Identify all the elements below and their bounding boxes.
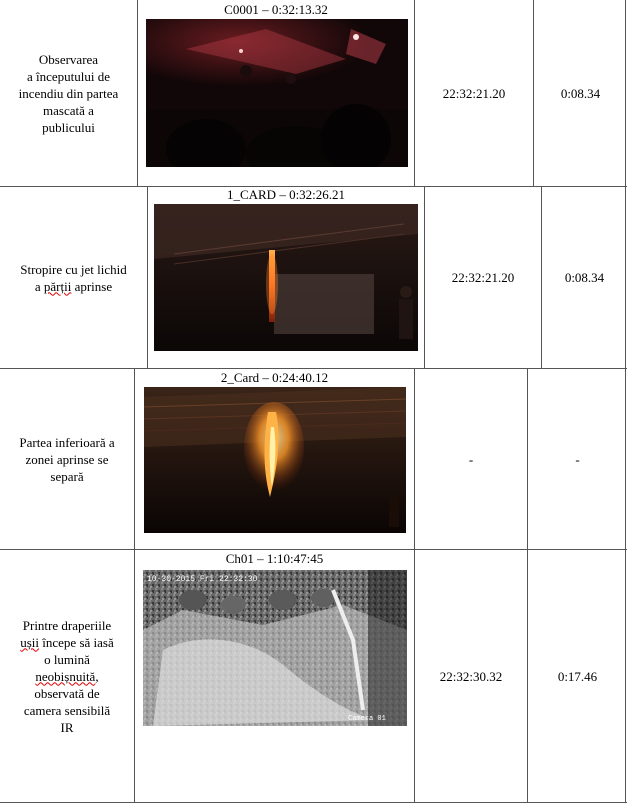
description-line: a părții aprinse — [34, 278, 113, 294]
description-line: neobișnuită, — [35, 668, 99, 684]
description-line: Stropire cu jet lichid — [20, 261, 127, 277]
description-line: incendiu din partea — [18, 85, 119, 101]
ir-camera-frame-photo — [143, 570, 407, 726]
description-line: mascată a — [43, 102, 94, 118]
time-cell: 22:32:21.20 — [442, 85, 506, 101]
delta-cell: - — [575, 451, 580, 467]
description-line: IR — [60, 719, 74, 735]
frame-caption: C0001 – 0:32:13.32 — [224, 2, 328, 17]
description-line: o lumină — [44, 651, 90, 667]
delta-cell: 0:08.34 — [564, 270, 605, 285]
description-line: zonei aprinse se — [25, 451, 109, 467]
description-cell — [0, 550, 134, 802]
description-cell — [0, 187, 147, 368]
time-cell: 22:32:30.32 — [439, 668, 503, 684]
video-frame-photo — [144, 387, 406, 533]
description-line: observată de — [34, 685, 100, 701]
description-line: separă — [50, 468, 84, 484]
frame-caption: Ch01 – 1:10:47:45 — [225, 551, 324, 566]
delta-cell: 0:17.46 — [557, 668, 598, 684]
table-row-2 — [0, 187, 627, 368]
description-cell — [0, 369, 134, 549]
description-line: ușii începe să iasă — [20, 634, 114, 650]
time-cell: - — [468, 451, 474, 467]
description-line: Partea inferioară a — [19, 434, 115, 450]
description-line: camera sensibilă — [23, 702, 111, 718]
table-row-4 — [0, 550, 627, 802]
spellcheck-word: părții — [43, 278, 72, 294]
frame-caption: 2_Card – 0:24:40.12 — [220, 370, 329, 385]
description-line: Observarea — [38, 51, 99, 67]
frame-caption: 1_CARD – 0:32:26.21 — [226, 187, 346, 202]
image-cell — [135, 550, 414, 802]
table-row-1 — [0, 0, 627, 186]
image-cell — [148, 187, 424, 368]
description-line: publicului — [42, 119, 95, 135]
image-cell — [138, 0, 414, 186]
description-line: a începutului de — [26, 68, 110, 84]
delta-cell: 0:08.34 — [560, 85, 601, 101]
video-frame-photo — [154, 204, 418, 351]
image-cell — [135, 369, 414, 549]
ir-timestamp-overlay: 10-30-2015 Fri 22:32:30 — [147, 575, 258, 584]
description-cell — [0, 0, 137, 186]
time-cell: 22:32:21.20 — [451, 270, 515, 285]
video-frame-photo — [146, 19, 408, 167]
description-line: Printre draperiile — [22, 617, 112, 633]
ir-camera-label-overlay: Camera 01 — [348, 715, 386, 723]
table-row-3 — [0, 369, 627, 549]
